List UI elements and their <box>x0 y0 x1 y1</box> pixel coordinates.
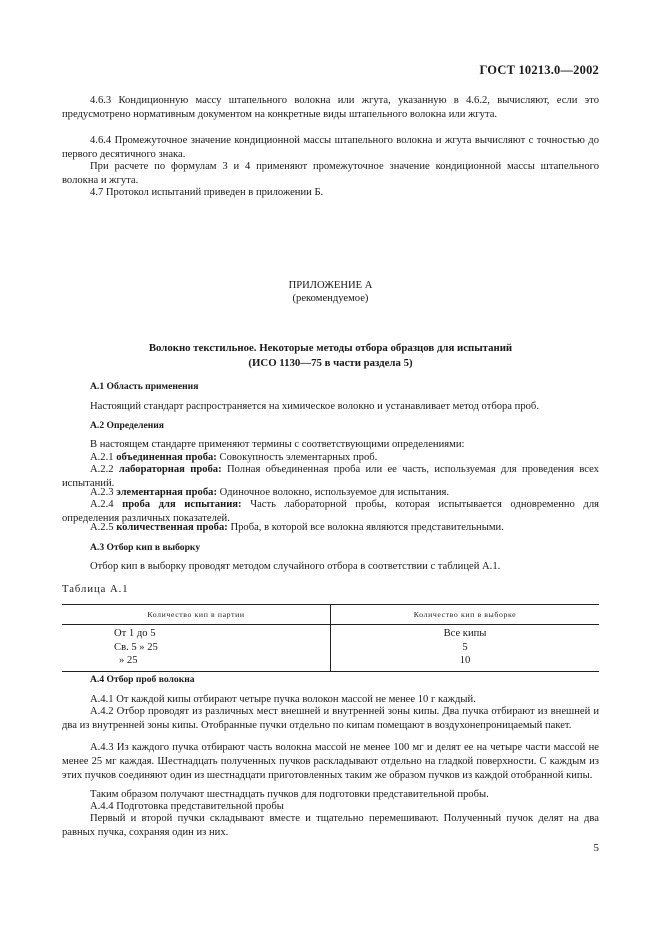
section-a2-heading: А.2 Определения <box>90 420 164 431</box>
paragraph-a4-2: А.4.2 Отбор проводят из различных мест внешней и внутренней зоны кипы. Два пучка отбирают из внешней и два из внутренней зоны кипы. Отобранные пучки отдельно по кипам помещают в воздухонепроницаемый пакет. <box>62 706 599 732</box>
appendix-title-line2: (ИСО 1130—75 в части раздела 5) <box>248 357 413 369</box>
table-caption: Таблица А.1 <box>62 584 129 595</box>
table-header-party: Количество кип в партии <box>62 605 331 625</box>
paragraph-4-6-4: 4.6.4 Промежуточное значение кондиционной массы штапельного волокна и жгута вычисляют с точностью до первого десятичного знака. <box>62 135 599 161</box>
definition-a2-5: А.2.5 количественная проба: Проба, в которой все волокна являются представительными. <box>90 522 504 533</box>
section-a4-heading: А.4 Отбор проб волокна <box>90 674 195 685</box>
table-header-sample: Количество кип в выборке <box>331 605 600 625</box>
table-cell-sample: Все кипы 5 10 <box>331 625 600 672</box>
appendix-label: ПРИЛОЖЕНИЕ А <box>288 280 373 291</box>
definition-a2-2: А.2.2 лабораторная проба: Полная объединенная проба или ее часть, используемая для проведения всех испытаний. <box>62 464 599 490</box>
section-a3-heading: А.3 Отбор кип в выборку <box>90 542 201 553</box>
paragraph-a4-4: А.4.4 Подготовка представительной пробы <box>90 801 284 812</box>
paragraph-4-7: 4.7 Протокол испытаний приведен в приложении Б. <box>90 187 324 198</box>
section-a1-heading: А.1 Область применения <box>90 381 199 392</box>
paragraph-4-6-3: 4.6.3 Кондиционную массу штапельного волокна или жгута, указанную в 4.6.2, вычисляют, если это предусмотрено нормативным документом на конкретные виды штапельного волокна или жгута. <box>62 95 599 121</box>
paragraph-a4-3-result: Таким образом получают шестнадцать пучков для подготовки представительной пробы. <box>90 789 489 800</box>
paragraph-a4-1: А.4.1 От каждой кипы отбирают четыре пучка волокон массой не менее 10 г каждый. <box>90 694 476 705</box>
section-a1-text: Настоящий стандарт распространяется на химическое волокно и устанавливает метод отбора проб. <box>90 401 539 412</box>
section-a3-text: Отбор кип в выборку проводят методом случайного отбора в соответствии с таблицей А.1. <box>90 561 501 572</box>
paragraph-a4-3: А.4.3 Из каждого пучка отбирают часть волокна массой не менее 100 мг и делят ее на четыре части массой не менее 25 мг каждая. Шестнадцать полученных пучков раскладывают отдельно на гладкой поверхности. С каждым из этих пучков соединяют один из шестнадцати приготовленных таким же образом пучков из каждой отобранной кипы. <box>62 742 599 782</box>
definition-a2-1: А.2.1 объединенная проба: Совокупность элементарных проб. <box>90 452 378 463</box>
bales-sampling-table <box>62 604 599 672</box>
definition-a2-3: А.2.3 элементарная проба: Одиночное волокно, используемое для испытания. <box>90 487 450 498</box>
table-row <box>62 625 599 672</box>
appendix-title-line1: Волокно текстильное. Некоторые методы отбора образцов для испытаний <box>148 342 513 354</box>
paragraph-calculation-note: При расчете по формулам 3 и 4 применяют промежуточное значение кондиционной массы штапельного волокна и жгута. <box>62 161 599 187</box>
page-number: 5 <box>593 842 599 854</box>
section-a2-intro: В настоящем стандарте применяют термины с соответствующими определениями: <box>90 439 465 450</box>
appendix-note: (рекомендуемое) <box>292 293 369 304</box>
paragraph-a4-4-text: Первый и второй пучки складывают вместе и тщательно перемешивают. Полученный пучок делят на два равных пучка, сохраняя один из них. <box>62 813 599 839</box>
table-cell-party: От 1 до 5 Св. 5 » 25 » 25 <box>62 625 331 672</box>
definition-a2-4: А.2.4 проба для испытания: Часть лабораторной пробы, которая испытывается одновременно для определения различных показателей. <box>62 499 599 525</box>
table-header-row <box>62 605 599 625</box>
standard-header: ГОСТ 10213.0—2002 <box>479 63 599 77</box>
